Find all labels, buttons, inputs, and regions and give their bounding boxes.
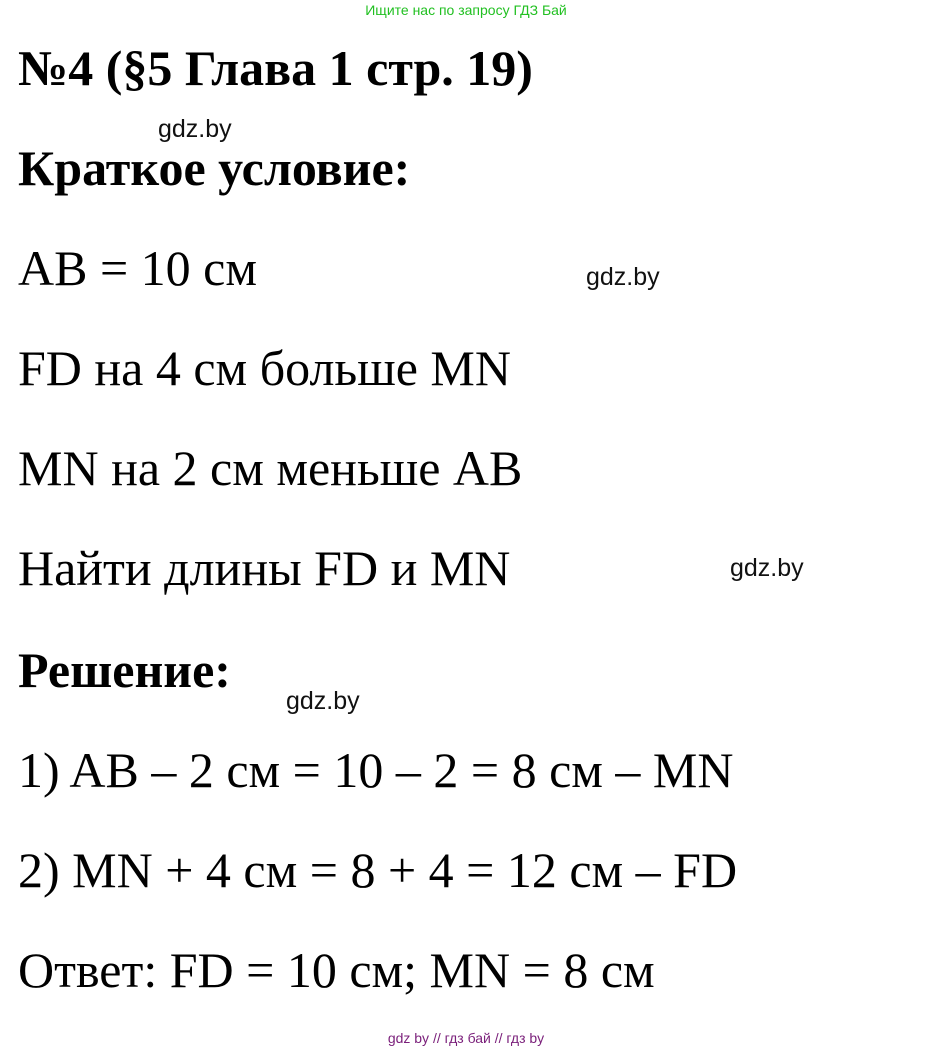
condition-heading: Краткое условие: [18,140,411,196]
search-hint-link[interactable]: Ищите нас по запросу ГДЗ Бай [365,2,567,18]
solution-step: 2) MN + 4 см = 8 + 4 = 12 см – FD [18,842,738,898]
answer-line: Ответ: FD = 10 см; MN = 8 см [18,942,655,998]
watermark: gdz.by [730,554,804,582]
watermark: gdz.by [158,115,232,143]
watermark: gdz.by [286,687,360,715]
condition-line: MN на 2 см меньше AB [18,440,523,496]
watermark: gdz.by [586,263,660,291]
footer-links[interactable]: gdz by // гдз бай // гдз by [387,1030,545,1046]
condition-line: FD на 4 см больше MN [18,340,511,396]
problem-title: №4 (§5 Глава 1 стр. 19) [18,40,533,96]
condition-line: AB = 10 см [18,240,257,296]
solution-step: 1) AB – 2 см = 10 – 2 = 8 см – MN [18,742,734,798]
solution-heading: Решение: [18,642,231,698]
condition-line: Найти длины FD и MN [18,540,511,596]
